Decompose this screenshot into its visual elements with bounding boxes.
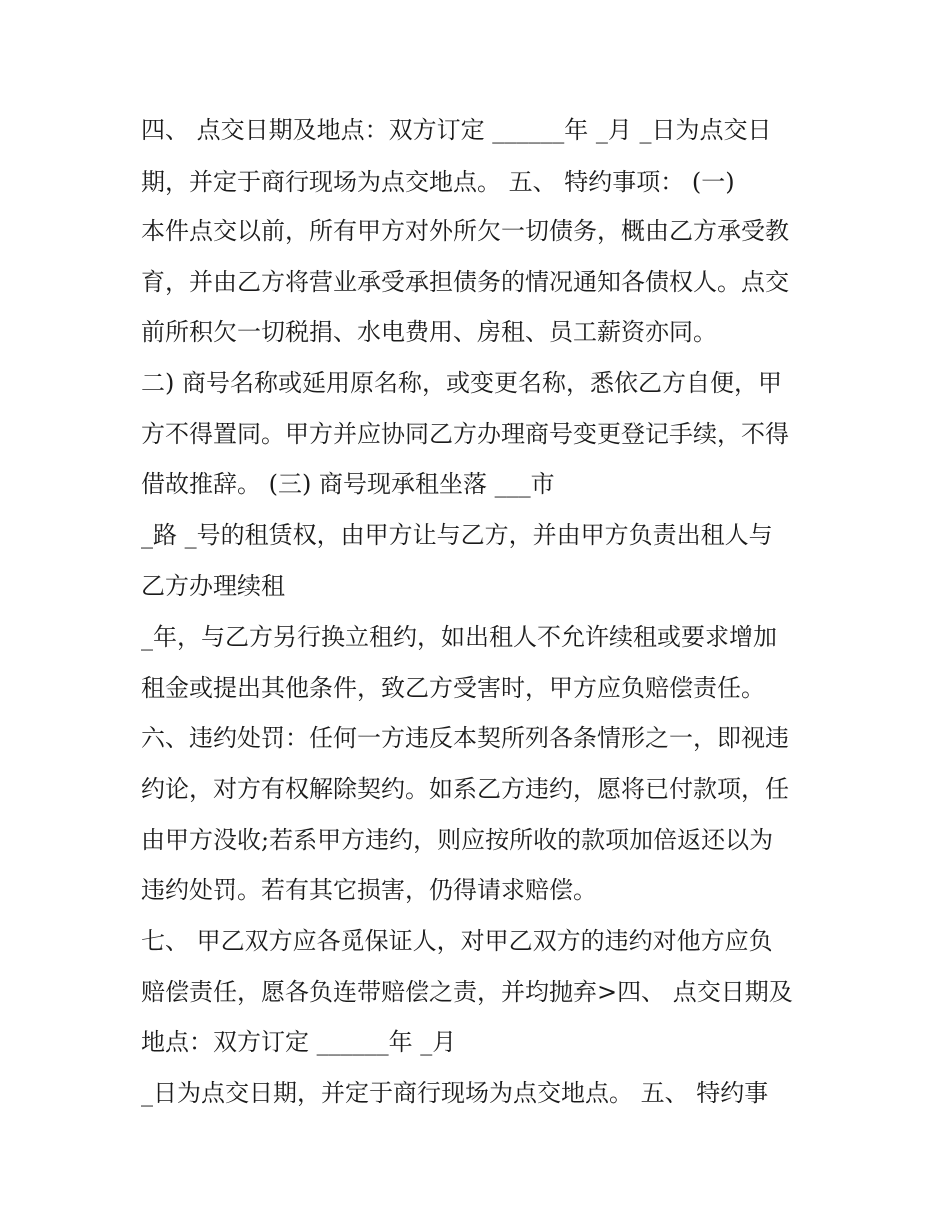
- text-line: 六、违约处罚：任何一方违反本契所列各条情形之一，即视违: [141, 724, 789, 752]
- text-line: 赔偿责任，愿各负连带赔偿之责，并均抛弃>四、 点交日期及: [141, 978, 793, 1006]
- text-line: 方不得置同。甲方并应协同乙方办理商号变更登记手续，不得: [141, 420, 789, 448]
- text-line: _日为点交日期，并定于商行现场为点交地点。 五、 特约事: [141, 1079, 769, 1107]
- text-line: 违约处罚。若有其它损害，仍得请求赔偿。: [141, 876, 597, 904]
- text-line: 前所积欠一切税捐、水电费用、房租、员工薪资亦同。: [141, 318, 717, 346]
- text-line: 期，并定于商行现场为点交地点。 五、 特约事项： (一): [141, 168, 735, 196]
- text-line: 约论，对方有权解除契约。如系乙方违约，愿将已付款项，任: [141, 775, 789, 803]
- text-line: 乙方办理续租: [141, 572, 285, 600]
- text-line: 地点：双方订定 ______年 _月: [141, 1028, 457, 1056]
- text-line: 本件点交以前，所有甲方对外所欠一切债务，概由乙方承受教: [141, 217, 789, 245]
- text-line: 四、 点交日期及地点：双方订定 ______年 _月 _日为点交日: [141, 116, 772, 144]
- text-line: 育，并由乙方将营业承受承担债务的情况通知各债权人。点交: [141, 268, 789, 296]
- text-line: _路 _号的租赁权，由甲方让与乙方，并由甲方负责出租人与: [141, 521, 773, 549]
- text-line: _年，与乙方另行换立租约，如出租人不允许续租或要求增加: [141, 623, 777, 651]
- text-line: 租金或提出其他条件，致乙方受害时，甲方应负赔偿责任。: [141, 674, 765, 702]
- text-line: 二) 商号名称或延用原名称，或变更名称，悉依乙方自便，甲: [141, 369, 782, 397]
- text-line: 借故推辞。 (三) 商号现承租坐落 ___市: [141, 470, 555, 498]
- text-line: 由甲方没收;若系甲方违约，则应按所收的款项加倍返还以为: [141, 826, 774, 854]
- text-line: 七、 甲乙双方应各觅保证人，对甲乙双方的违约对他方应负: [141, 927, 773, 955]
